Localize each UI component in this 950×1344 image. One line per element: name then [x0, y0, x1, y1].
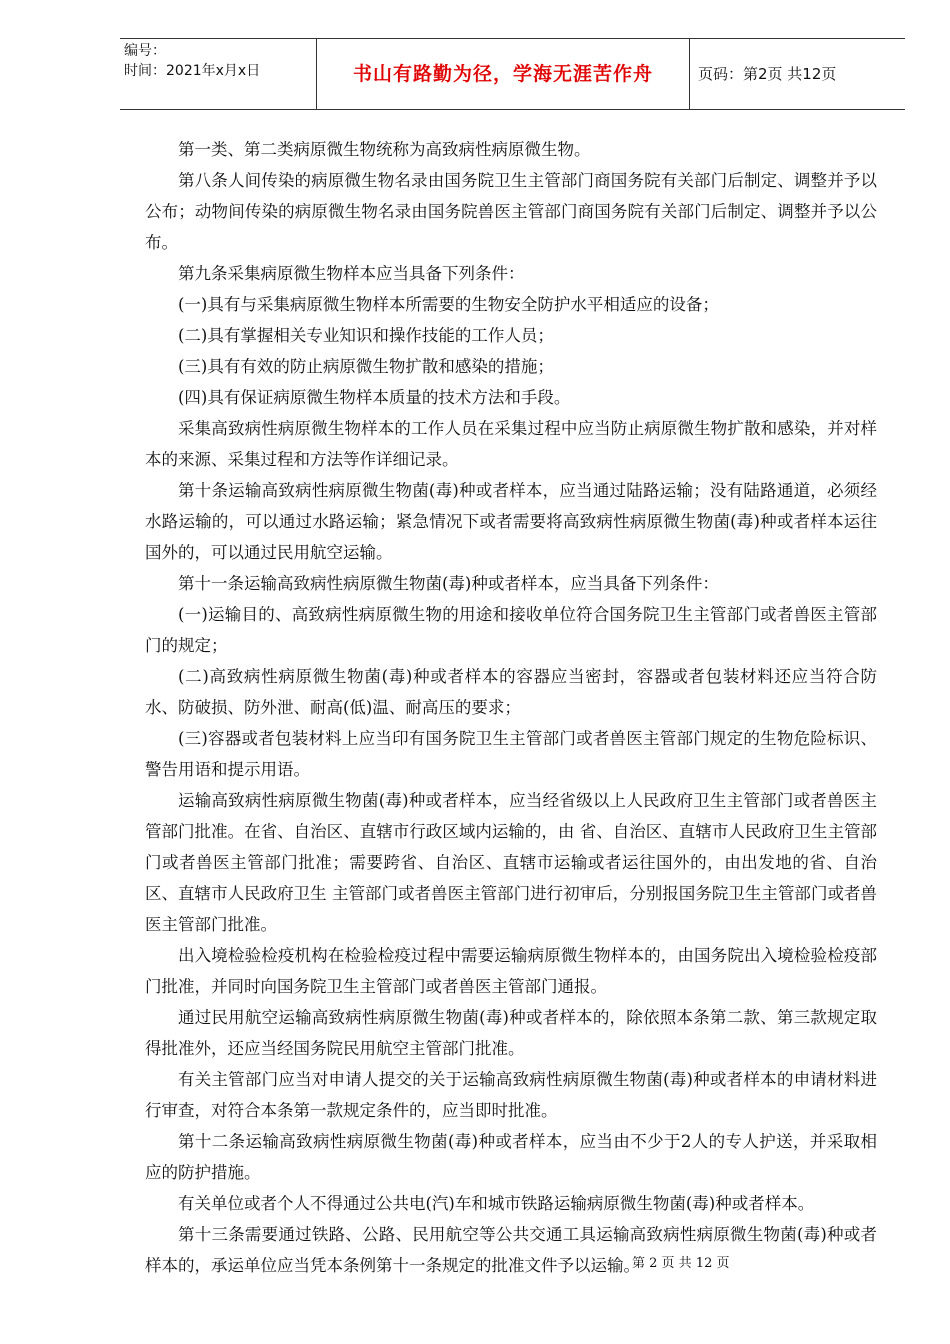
paragraph: 第八条人间传染的病原微生物名录由国务院卫生主管部门商国务院有关部门后制定、调整并予以公布；动物间传染的病原微生物名录由国务院兽医主管部门商国务院有关部门后制定、调整并予以公布。	[145, 171, 877, 252]
footer-page-number: 第 2 页 共 12 页	[632, 1256, 730, 1271]
paragraph: 有关主管部门应当对申请人提交的关于运输高致病性病原微生物菌(毒)种或者样本的申请材料进行审查，对符合本条第一款规定条件的，应当即时批准。	[145, 1070, 877, 1120]
paragraph: (二)具有掌握相关专业知识和操作技能的工作人员；	[178, 326, 554, 345]
paragraph: (一)具有与采集病原微生物样本所需要的生物安全防护水平相适应的设备；	[178, 295, 719, 314]
header-motto: 书山有路勤为径，学海无涯苦作舟	[352, 63, 653, 85]
header-page-info: 页码：第2页 共12页	[698, 65, 837, 83]
paragraph: (三)容器或者包装材料上应当印有国务院卫生主管部门或者兽医主管部门规定的生物危险标识、警告用语和提示用语。	[145, 729, 877, 779]
paragraph: 第十条运输高致病性病原微生物菌(毒)种或者样本，应当通过陆路运输；没有陆路通道，必须经水路运输的，可以通过水路运输；紧急情况下或者需要将高致病性病原微生物菌(毒)种或者样本运往国外的，可以通过民用航空运输。	[145, 481, 877, 562]
paragraph: (三)具有有效的防止病原微生物扩散和感染的措施；	[178, 357, 554, 376]
header-meta	[124, 41, 314, 81]
page-header	[120, 38, 905, 110]
paragraph: 第十三条需要通过铁路、公路、民用航空等公共交通工具运输高致病性病原微生物菌(毒)种或者样本的，承运单位应当凭本条例第十一条规定的批准文件予以运输。	[145, 1225, 877, 1275]
paragraph: (一)运输目的、高致病性病原微生物的用途和接收单位符合国务院卫生主管部门或者兽医主管部门的规定；	[145, 605, 877, 655]
paragraph: 运输高致病性病原微生物菌(毒)种或者样本，应当经省级以上人民政府卫生主管部门或者兽医主管部门批准。在省、自治区、直辖市行政区域内运输的，由 省、自治区、直辖市人民政府卫生主管部门或者兽医主管部门批准；需要跨省、自治区、直辖市运输或者运往国外的，由出发地的省、自治区、直辖市人民政府卫生 主管部门或者兽医主管部门进行初审后，分别报国务院卫生主管部门或者兽医主管部门批准。	[145, 791, 877, 934]
paragraph: 第一类、第二类病原微生物统称为高致病性病原微生物。	[178, 140, 591, 159]
paragraph: 通过民用航空运输高致病性病原微生物菌(毒)种或者样本的，除依照本条第二款、第三款规定取得批准外，还应当经国务院民用航空主管部门批准。	[145, 1008, 877, 1058]
paragraph: 第十一条运输高致病性病原微生物菌(毒)种或者样本，应当具备下列条件：	[178, 574, 719, 593]
paragraph: 第十二条运输高致病性病原微生物菌(毒)种或者样本，应当由不少于2人的专人护送，并采取相应的防护措施。	[145, 1132, 877, 1182]
paragraph: 第九条采集病原微生物样本应当具备下列条件：	[178, 264, 525, 283]
document-body	[145, 134, 877, 1281]
paragraph: 有关单位或者个人不得通过公共电(汽)车和城市铁路运输病原微生物菌(毒)种或者样本。	[178, 1194, 815, 1213]
header-divider-2	[689, 39, 690, 109]
paragraph: (四)具有保证病原微生物样本质量的技术方法和手段。	[178, 388, 571, 407]
time-label: 时间：2021年x月x日	[124, 63, 261, 79]
paragraph: 出入境检验检疫机构在检验检疫过程中需要运输病原微生物样本的，由国务院出入境检验检疫部门批准，并同时向国务院卫生主管部门或者兽医主管部门通报。	[145, 946, 877, 996]
paragraph: 采集高致病性病原微生物样本的工作人员在采集过程中应当防止病原微生物扩散和感染，并对样本的来源、采集过程和方法等作详细记录。	[145, 419, 877, 469]
serial-label: 编号：	[124, 43, 166, 59]
paragraph: (二)高致病性病原微生物菌(毒)种或者样本的容器应当密封，容器或者包装材料还应当符合防水、防破损、防外泄、耐高(低)温、耐高压的要求；	[145, 667, 877, 717]
